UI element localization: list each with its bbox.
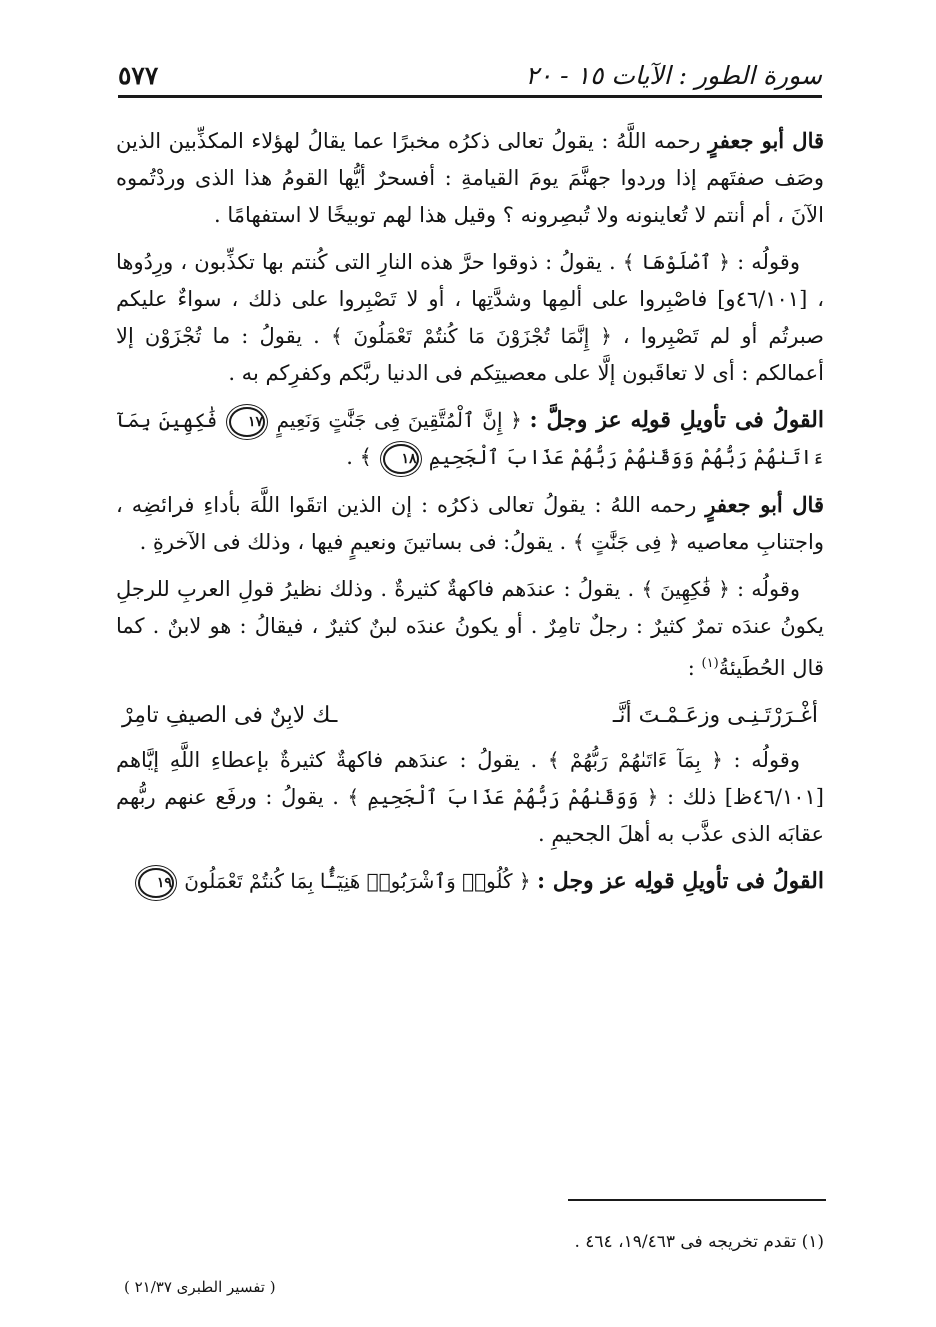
paragraph-text: رحمه اللَّهُ : يقولُ تعالى ذكرُه مخبرًا عما يقالُ لهؤلاء المكذِّبين الذين وصَف صفتَهم إذا وردوا جهنَّمَ يومَ القيامةِ : أفسحرٌ أيُّها القومُ هذا الذى وردْتُموه الآنَ ، أم أنتم لا تُعاينونه ولا تُبصِرونه ؟ وقيل هذا لهم توبيخًا لا استفهامًا . <box>116 129 824 227</box>
paragraph-text: . يقولُ: فى بساتينَ ونعيمٍ فيها ، وذلك فى الآخرةِ . <box>139 530 573 554</box>
quran-verse: ﴿ وَوَقَىٰهُمْ رَبُّهُمْ عَذَابَ ٱلْجَحِيمِ ﴾ <box>347 785 659 809</box>
ayah-number-marker: ١٧ <box>229 407 265 437</box>
quran-verse: ﴿ إِنَّمَا تُجْزَوْنَ مَا كُنتُمْ تَعْمَلُونَ ﴾ <box>330 324 612 348</box>
page-number: ٥٧٧ <box>118 61 159 90</box>
section-heading: القولُ فى تأويلِ قولِه عز وجلَّ : <box>529 407 825 433</box>
paragraph-7 <box>116 863 824 900</box>
ayah-number-marker: ١٨ <box>383 444 419 474</box>
poem-verse <box>116 697 824 734</box>
page-header <box>118 50 822 90</box>
paragraph-text: . يقولُ : عندَهم فاكهةٌ كثيرةٌ بإعطاءِ اللَّهِ إيَّاهم [٤٦/١٠١ظ] ذلك : <box>116 748 824 809</box>
book-reference: ( تفسير الطبرى ٢١/٣٧ ) <box>124 1278 276 1296</box>
paragraph-text: . يقولُ : ذوقوا حرَّ هذه النارِ التى كُنتم بها تكذِّبون ، ورِدُوها ، [٤٦/١٠١و] فاصْبِروا على ألمِها وشدَّتِها ، أو لا تَصْبِروا على ذلك ، سواءٌ عليكم صبرتُم أو لم تَصْبِروا ، <box>116 250 824 348</box>
quran-verse: ﴿ فَٰكِهِينَ ﴾ <box>641 577 730 601</box>
footnote-reference: (١) <box>701 656 719 671</box>
quran-verse: ﴿ فِى جَنَّٰتٍ ﴾ <box>572 530 680 554</box>
ayah-number-marker: ١٩ <box>138 868 174 898</box>
paragraph-6 <box>116 742 824 853</box>
paragraph-text: . يقولُ : ما تُجْزَوْن إلا أعمالكم : أى لا تعاقَبون إلَّا على معصيتِكم فى الدنيا ربَّكم وكفرِكم به . <box>116 324 824 385</box>
verse-end: ﴾ . <box>346 445 379 469</box>
paragraph-2 <box>116 244 824 392</box>
quran-verse: فَٰكِهِينَ بِمَآ ءَاتَىٰهُمْ رَبُّهُمْ وَوَقَىٰهُمْ رَبُّهُمْ عَذَابَ ٱلْجَحِيمِ <box>116 408 824 469</box>
footnote-rule <box>568 1199 826 1201</box>
paragraph-text: رحمه اللهُ : يقولُ تعالى ذكرُه : إن الذين اتقَوا اللَّهَ بأداءِ فرائضِه ، واجتنابِ معاصيه <box>116 493 824 554</box>
quran-verse: ﴿ بِمَآ ءَاتَىٰهُمْ رَبُّهُمْ ﴾ <box>547 748 723 772</box>
paragraph-text: : <box>687 656 702 680</box>
paragraph-text: وقولُه : <box>722 748 800 772</box>
paragraph-text: وقولُه : <box>730 250 800 274</box>
paragraph-4 <box>116 486 824 561</box>
speaker-lead: قال أبو جعفرٍ <box>708 128 825 153</box>
paragraph-text: وقولُه : <box>729 577 800 601</box>
footnote: (١) تقدم تخريجه فى ١٩/٤٦٣، ٤٦٤ . <box>574 1232 824 1252</box>
section-heading: القولُ فى تأويلِ قولِه عز وجل : <box>537 868 824 894</box>
quran-verse: ﴿ كُلُوا۟ وَٱشْرَبُوا۟ هَنِيٓـًٔۢا بِمَا كُنتُمْ تَعْمَلُونَ <box>177 869 537 893</box>
poem-second-hemistich: ـك لابِنٌ فى الصيفِ تامِرْ <box>122 703 338 728</box>
paragraph-text: . يقولُ : عندَهم فاكهةٌ كثيرةٌ . وذلك نظيرُ قولِ العربِ للرجلِ يكونُ عندَه تمرٌ كثيرٌ : رجلٌ تامِرٌ . أو يكونُ عندَه لبنٌ كثيرٌ ، فيقالُ : هو لابنٌ . كما قال الحُطَيئةُ <box>116 577 824 680</box>
running-head: سورة الطور : الآيات ١٥ - ٢٠ <box>525 61 822 90</box>
paragraph-text: . يقولُ : ورفَع عنهم ربُّهم عقابَه الذى عذَّب به أهلَ الجحيمِ . <box>116 785 824 846</box>
quran-verse: ﴿ إِنَّ ٱلْمُتَّقِينَ فِى جَنَّٰتٍ وَنَعِيمٍ <box>268 408 530 432</box>
quran-verse: ﴿ ٱصْلَوْهَا ﴾ <box>622 250 731 274</box>
header-rule <box>118 95 822 98</box>
paragraph-5 <box>116 571 824 687</box>
paragraph-3 <box>116 402 824 476</box>
paragraph-1 <box>116 122 824 234</box>
speaker-lead: قال أبو جعفرٍ <box>705 492 824 517</box>
poem-first-hemistich: أغْـرَرْتَـنِـى وزعَـمْـتَ أنَّـ <box>612 703 818 728</box>
main-text <box>116 122 824 910</box>
